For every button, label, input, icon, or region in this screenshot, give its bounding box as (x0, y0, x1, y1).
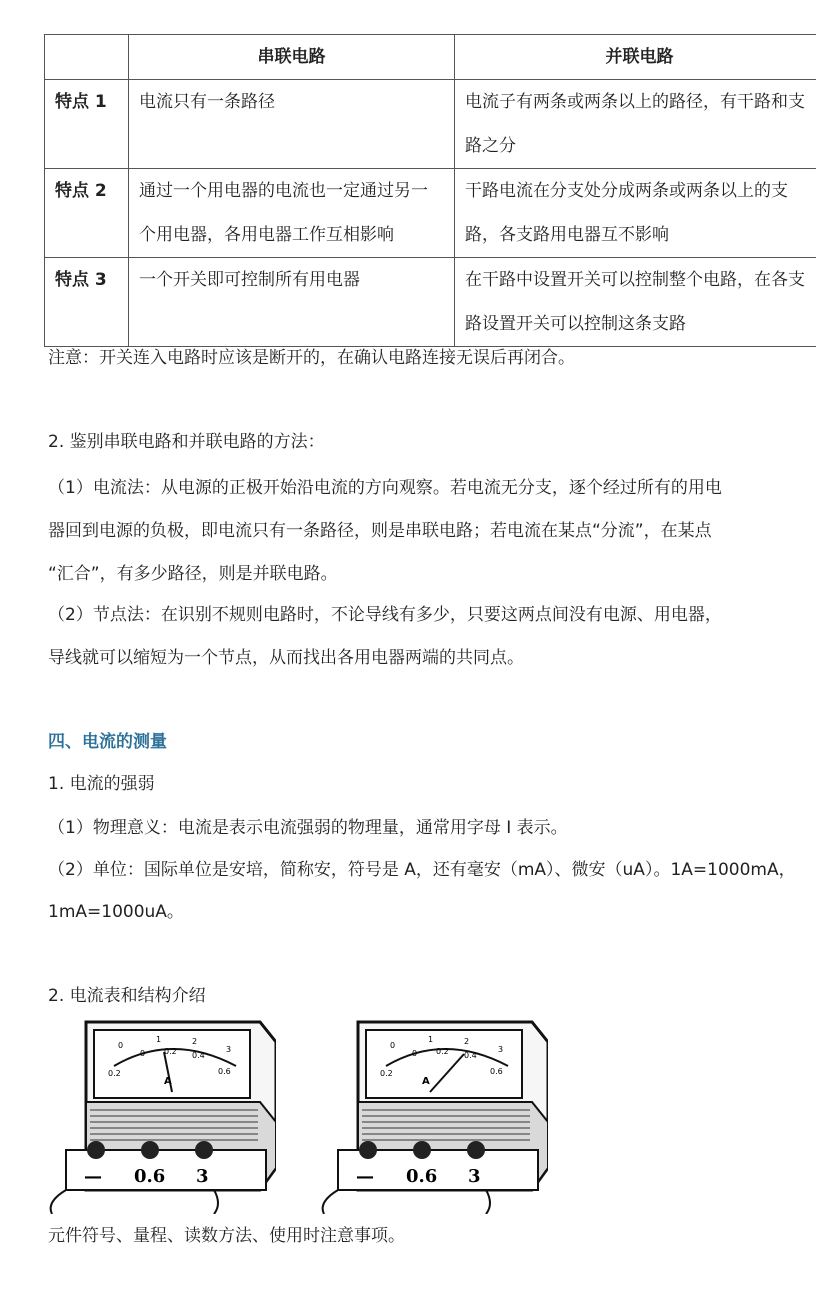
ammeter-illustration (318, 1018, 548, 1214)
table-header-row (45, 35, 816, 80)
meter-scale-top-label: 3 (226, 1045, 232, 1054)
switch-note: 注意：开关连入电路时应该是断开的，在确认电路连接无误后再闭合。 (48, 348, 575, 368)
unit-line2: 1mA=1000uA。 (48, 902, 184, 922)
parallel-cell: 电流子有两条或两条以上的路径，有干路和支路之分 (455, 80, 816, 169)
meter-scale-label: 0.2 (380, 1069, 393, 1078)
terminal-label-3: 3 (468, 1166, 481, 1187)
terminal-label-3: 3 (196, 1166, 209, 1187)
series-cell: 一个开关即可控制所有用电器 (129, 258, 455, 347)
ammeter-caption: 元件符号、量程、读数方法、使用时注意事项。 (48, 1226, 405, 1246)
meter-scale-label: 0.6 (490, 1067, 503, 1076)
comparison-table (44, 34, 816, 347)
meaning-line: （1）物理意义：电流是表示电流强弱的物理量，通常用字母 I 表示。 (48, 818, 568, 838)
terminal-label-negative: — (84, 1166, 102, 1187)
table-row (45, 258, 816, 347)
table-row (45, 80, 816, 169)
terminal-label-0-6: 0.6 (134, 1166, 166, 1187)
series-cell: 电流只有一条路径 (129, 80, 455, 169)
table-header-series: 串联电路 (129, 35, 455, 80)
terminal-label-negative: — (356, 1166, 374, 1187)
meter-scale-top-label: 2 (464, 1037, 470, 1046)
section-heading: 四、电流的测量 (48, 732, 167, 752)
meter-unit: A (422, 1076, 430, 1087)
meter-scale-top-label: 1 (428, 1035, 434, 1044)
method-p1-line3: “汇合”，有多少路径，则是并联电路。 (48, 564, 338, 584)
meter-scale-label: 0 (140, 1049, 146, 1058)
meter-scale-label: 0.2 (108, 1069, 121, 1078)
series-cell: 通过一个用电器的电流也一定通过另一个用电器，各用电器工作互相影响 (129, 169, 455, 258)
meter-scale-label: 0.6 (218, 1067, 231, 1076)
table-row (45, 169, 816, 258)
row-label: 特点 3 (45, 258, 129, 347)
method-p2-line2: 导线就可以缩短为一个节点，从而找出各用电器两端的共同点。 (48, 648, 524, 668)
meter-scale-label: 0.4 (192, 1051, 205, 1060)
subsection-title: 1. 电流的强弱 (48, 774, 155, 794)
ammeter-illustration (46, 1018, 276, 1214)
method-p2-line1: （2）节点法：在识别不规则电路时，不论导线有多少，只要这两点间没有电源、用电器， (48, 605, 722, 625)
meter-scale-label: 0.4 (464, 1051, 477, 1060)
table-header-parallel: 并联电路 (455, 35, 816, 80)
subsection-title: 2. 电流表和结构介绍 (48, 986, 206, 1006)
row-label: 特点 1 (45, 80, 129, 169)
row-label: 特点 2 (45, 169, 129, 258)
meter-scale-top-label: 0 (390, 1041, 396, 1050)
meter-scale-top-label: 0 (118, 1041, 124, 1050)
meter-scale-label: 0.2 (436, 1047, 449, 1056)
meter-scale-top-label: 1 (156, 1035, 162, 1044)
meter-scale-top-label: 3 (498, 1045, 504, 1054)
method-title: 2. 鉴别串联电路和并联电路的方法： (48, 432, 325, 452)
unit-line1: （2）单位：国际单位是安培，简称安，符号是 A，还有毫安（mA）、微安（uA）。1A=1000mA， (48, 860, 796, 880)
parallel-cell: 干路电流在分支处分成两条或两条以上的支路，各支路用电器互不影响 (455, 169, 816, 258)
terminal-label-0-6: 0.6 (406, 1166, 438, 1187)
parallel-cell: 在干路中设置开关可以控制整个电路，在各支路设置开关可以控制这条支路 (455, 258, 816, 347)
table-header-cell (45, 35, 129, 80)
meter-scale-label: 0.2 (164, 1047, 177, 1056)
method-p1-line1: （1）电流法：从电源的正极开始沿电流的方向观察。若电流无分支，逐个经过所有的用电 (48, 478, 722, 498)
meter-unit: A (164, 1076, 172, 1087)
method-p1-line2: 器回到电源的负极，即电流只有一条路径，则是串联电路；若电流在某点“分流”，在某点 (48, 521, 712, 541)
meter-scale-label: 0 (412, 1049, 418, 1058)
meter-scale-top-label: 2 (192, 1037, 198, 1046)
